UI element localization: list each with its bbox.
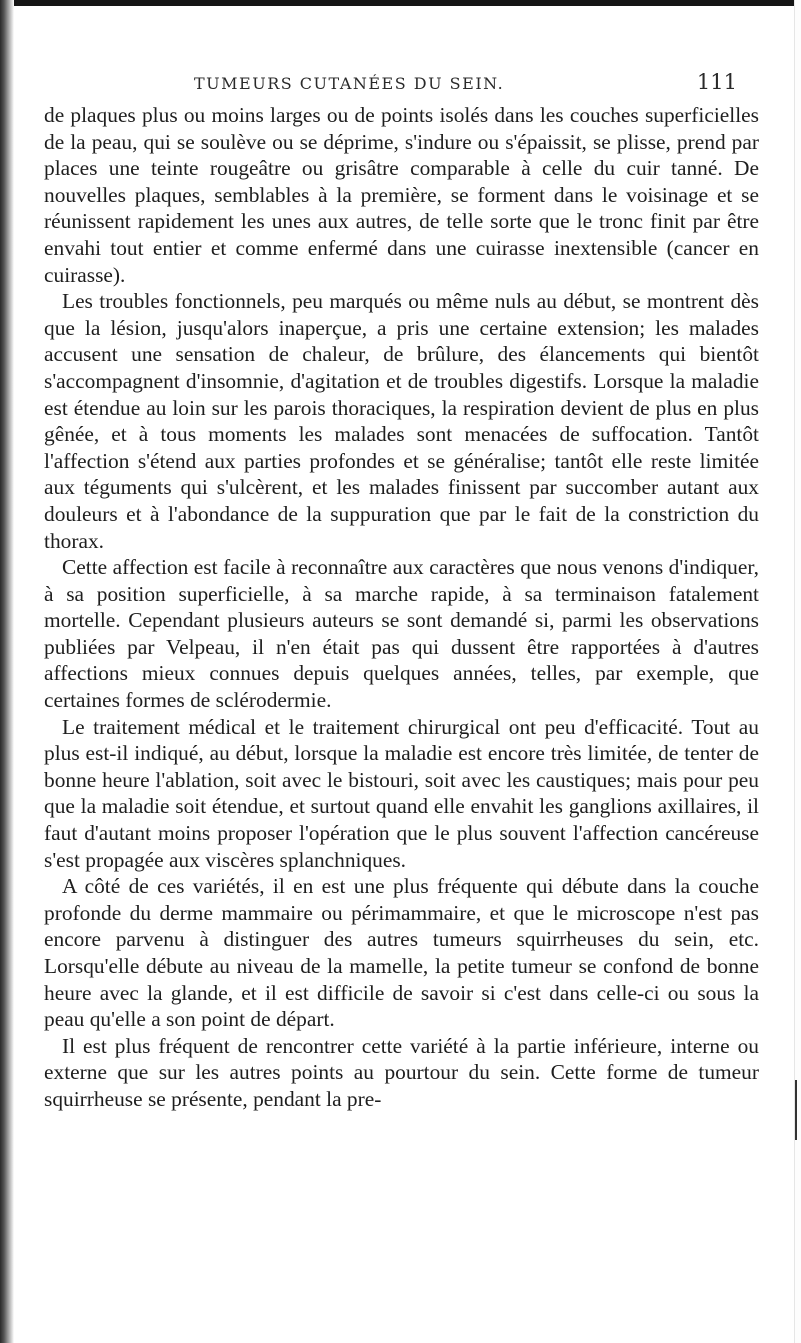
book-page: [44, 62, 759, 1113]
running-title: TUMEURS CUTANÉES DU SEIN.: [194, 74, 505, 93]
page-right-edge: [794, 0, 801, 1343]
paragraph: de plaques plus ou moins larges ou de points isolés dans les couches superficielles de la peau, qui se soulève ou se déprime, s'indure ou s'épaissit, se plisse, prend par places une teinte rougeâtre ou grisâtre comparable à celle du cuir tanné. De nouvelles plaques, semblables à la première, se forment dans le voisinage et se réunissent rapidement les unes aux autres, de telle sorte que le tronc finit par être envahi tout entier et comme enfermé dans une cuirasse inextensible (cancer en cuirasse).: [44, 103, 759, 287]
paragraph: Les troubles fonctionnels, peu marqués ou même nuls au début, se montrent dès que la lésion, jusqu'alors inaperçue, a pris une certaine extension; les malades accusent une sensation de chaleur, de brûlure, des élancements qui bientôt s'accompagnent d'insomnie, d'agitation et de troubles digestifs. Lorsque la maladie est étendue au loin sur les parois thoraciques, la respiration devient de plus en plus gênée, et à tous moments les malades sont menacées de suffocation. Tantôt l'affection s'étend aux parties profondes et se généralise; tantôt elle reste limitée aux téguments qui s'ulcèrent, et les malades finissent par succomber autant aux douleurs et à l'abondance de la suppuration que par le fait de la constriction du thorax.: [44, 289, 759, 553]
paragraph: A côté de ces variétés, il en est une plus fréquente qui débute dans la couche profonde du derme mammaire ou périmammaire, et que le microscope n'est pas encore parvenu à distinguer des autres tumeurs squirrheuses du sein, etc. Lorsqu'elle débute au niveau de la mamelle, la petite tumeur se confond de bonne heure avec la glande, et il est difficile de savoir si c'est dans celle-ci ou sous la peau qu'elle a son point de départ.: [44, 874, 759, 1032]
page-number: 111: [696, 70, 737, 94]
page-gutter-shadow: [0, 0, 14, 1343]
page-header: [44, 62, 759, 102]
paragraph: Cette affection est facile à reconnaître aux caractères que nous venons d'indiquer, à sa position superficielle, à sa marche rapide, à sa terminaison fatalement mortelle. Cependant plusieurs auteurs se sont demandé si, parmi les observations publiées par Velpeau, il n'en était pas qui dussent être rapportées à d'autres affections mieux connues depuis quelques années, telles, par exemple, que certaines formes de sclérodermie.: [44, 555, 759, 713]
page-edge-mark: [795, 1080, 797, 1140]
top-border: [0, 0, 801, 6]
body-text: [44, 102, 759, 1113]
paragraph: Le traitement médical et le traitement chirurgical ont peu d'efficacité. Tout au plus est-il indiqué, au début, lorsque la maladie est encore très limitée, de tenter de bonne heure l'ablation, soit avec le bistouri, soit avec les caustiques; mais pour peu que la maladie soit étendue, et surtout quand elle envahit les ganglions axillaires, il faut d'autant moins proposer l'opération que le plus souvent l'affection cancéreuse s'est propagée aux viscères splanchniques.: [44, 714, 759, 872]
paragraph: Il est plus fréquent de rencontrer cette variété à la partie inférieure, interne ou externe que sur les autres points au pourtour du sein. Cette forme de tumeur squirrheuse se présente, pendant la pre-: [44, 1033, 759, 1111]
